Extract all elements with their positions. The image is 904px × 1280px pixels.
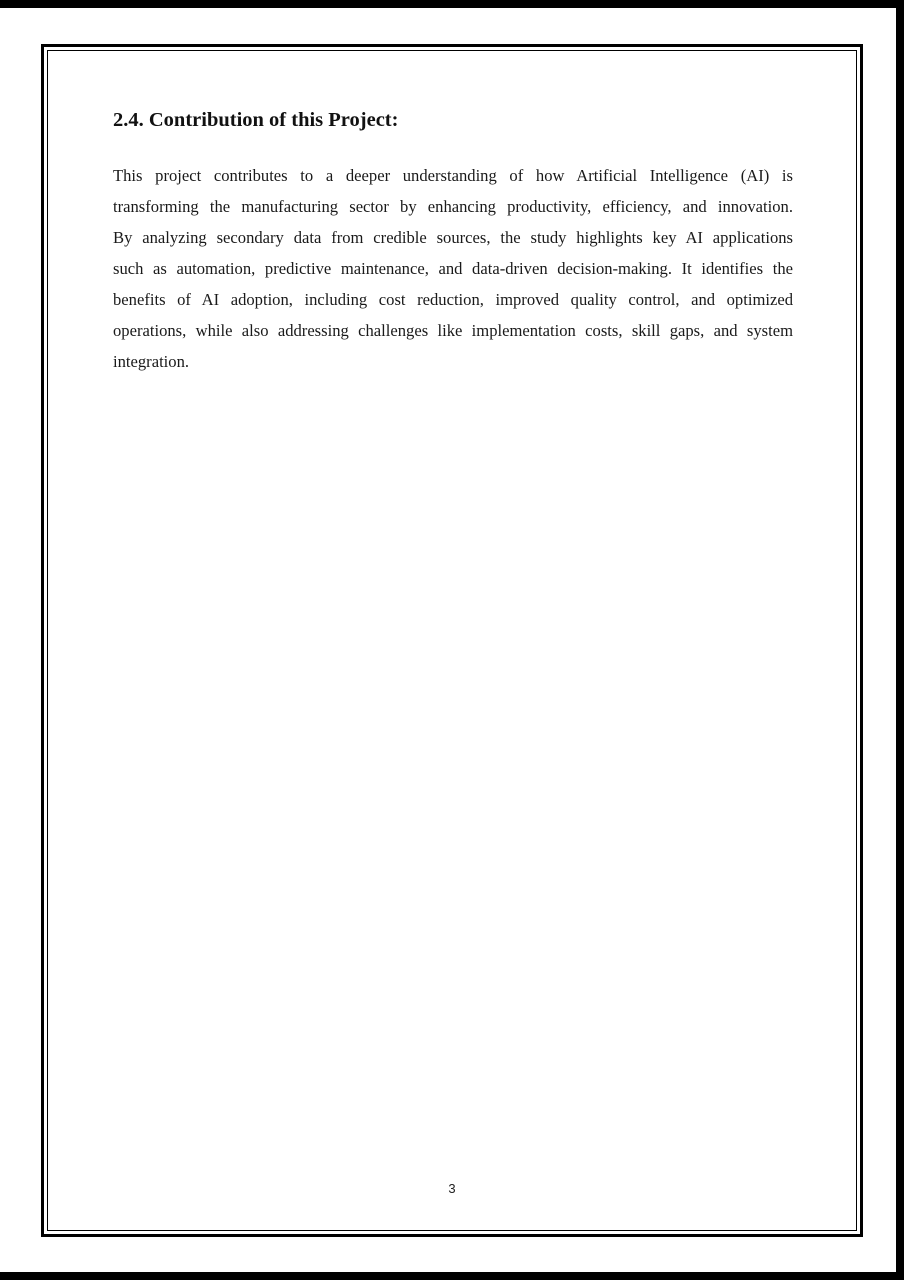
paragraph-line: integration. (113, 352, 190, 371)
paragraph-line: transforming the manufacturing sector by enhancing productivity, efficiency, and innovation. (113, 197, 793, 216)
paragraph-line: By analyzing secondary data from credible sources, the study highlights key AI applications (113, 228, 793, 247)
body-paragraph (113, 160, 793, 377)
paragraph-line: This project contributes to a deeper understanding of how Artificial Intelligence (AI) is (113, 166, 793, 185)
paragraph-line: benefits of AI adoption, including cost reduction, improved quality control, and optimized (113, 290, 793, 309)
page-number: 3 (448, 1181, 456, 1196)
paragraph-line: such as automation, predictive maintenance, and data-driven decision-making. It identifies the (113, 259, 793, 278)
paragraph-line: operations, while also addressing challenges like implementation costs, skill gaps, and system (113, 321, 793, 340)
section-heading: 2.4. Contribution of this Project: (113, 109, 399, 131)
